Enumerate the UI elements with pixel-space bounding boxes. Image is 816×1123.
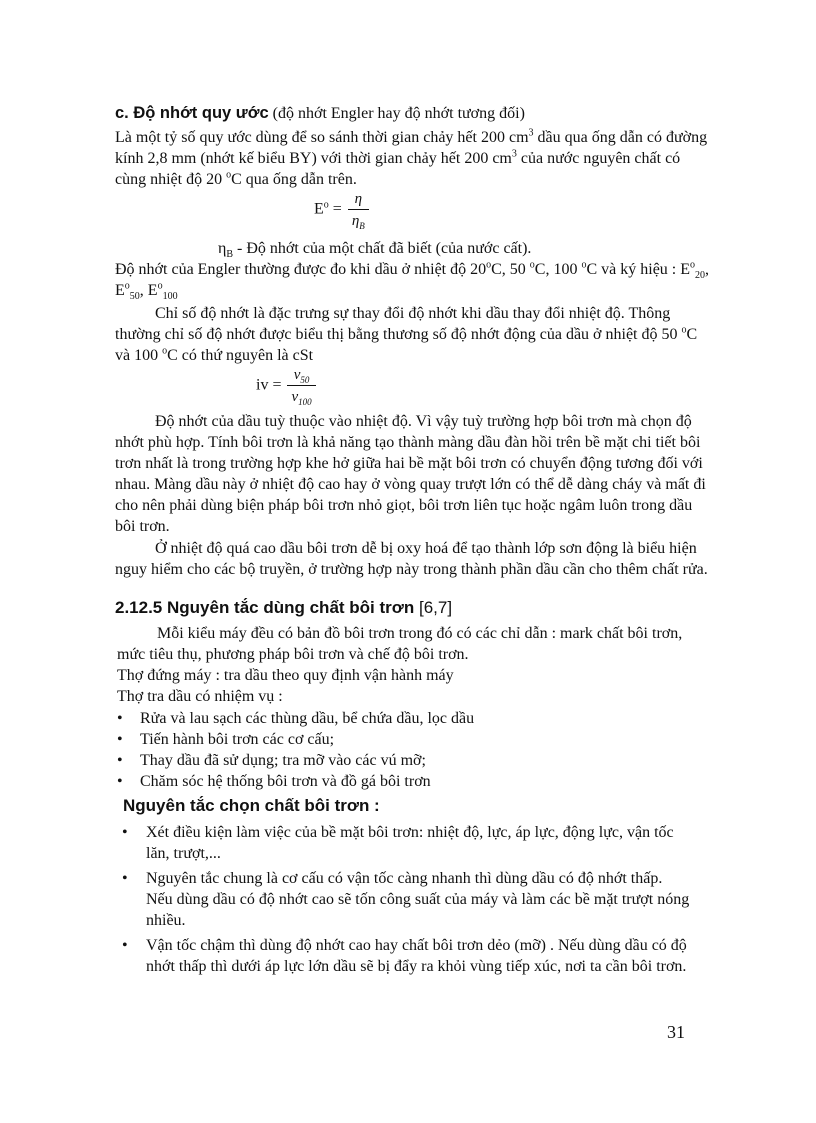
eta-b-symbol: η [218, 240, 227, 257]
section-2125-heading [115, 598, 452, 618]
viscosity-index-paragraph [115, 303, 715, 366]
engler-numerator: η [348, 190, 369, 210]
intro-text-2: dầu qua ống dẫn có đường kính 2,8 mm (nhớt kế biểu BY) với thời gian chảy hết 200 cm [115, 129, 708, 167]
iv-num-sub: 50 [300, 375, 310, 385]
intro-degree: o [226, 169, 232, 181]
list-item: • Chăm sóc hệ thống bôi trơn và đồ gá bôi trơn [112, 771, 692, 792]
iv-denominator [287, 386, 315, 406]
em-s5: o [124, 280, 130, 292]
em-t3: C, 100 [534, 261, 582, 278]
em-t4: C và ký hiệu : E [586, 261, 691, 278]
section-2125-ref: [6,7] [414, 598, 453, 617]
iv-numerator [287, 366, 315, 386]
em-s6: o [157, 280, 163, 292]
em-t2: C, 50 [491, 261, 530, 278]
section-c-heading [115, 104, 715, 123]
intro-text-3: của nước nguyên chất có cùng nhiệt độ 20 [115, 150, 681, 188]
iv-num-symbol: ν [293, 367, 301, 383]
list-item: • Rửa và lau sạch các thùng dầu, bể chứa dầu, lọc dầu [112, 708, 692, 729]
list-item: • Xét điều kiện làm việc của bề mặt bôi trơn: nhiệt độ, lực, áp lực, động lực, vận tốc lăn, trượt,... [112, 822, 692, 864]
eta-b-text: - Độ nhớt của một chất đã biết (của nước cất). [233, 240, 532, 257]
section-c-paren: (độ nhớt Engler hay độ nhớt tương đối) [268, 105, 525, 122]
section-c-intro [115, 127, 715, 190]
list-item: • Nguyên tắc chung là cơ cấu có vận tốc càng nhanh thì dùng dầu có độ nhớt thấp. Nếu dùng dầu có độ nhớt cao sẽ tốn công suất của máy và làm các bề mặt trượt nóng nhiều. [112, 868, 692, 931]
engler-formula [314, 190, 369, 230]
engler-eq: = [328, 200, 346, 218]
engler-den-symbol: η [351, 213, 360, 229]
list-item: • Vận tốc chậm thì dùng độ nhớt cao hay chất bôi trơn dẻo (mỡ) . Nếu dùng dầu có độ nhớt thấp thì dưới áp lực lớn dầu sẽ bị đẩy ra khỏi vùng tiếp xúc, nơi ta cần bôi trơn. [112, 935, 692, 977]
em-s2: o [529, 259, 535, 271]
eta-b-sub: B [226, 249, 234, 261]
vi-s2: o [162, 345, 168, 357]
section-2125-number: 2.12.5 [115, 598, 163, 617]
iv-den-symbol: ν [291, 389, 299, 405]
engler-lhs: E [314, 200, 324, 218]
engler-measurement [115, 259, 715, 301]
engler-denominator [348, 210, 369, 230]
em-b5: 50 [129, 291, 140, 303]
em-s3: o [581, 259, 587, 271]
vi-t3: C có thứ nguyên là cSt [167, 347, 314, 364]
principles-list [112, 822, 692, 981]
list-item: • Tiến hành bôi trơn các cơ cấu; [112, 729, 692, 750]
engler-fraction [348, 190, 369, 230]
em-s4: o [690, 259, 696, 271]
vi-t1: Chỉ số độ nhớt là đặc trưng sự thay đổi độ nhớt khi dầu thay đổi nhiệt độ. Thông thường chỉ số độ nhớt được biểu thị bằng thương số độ nhớt động của dầu ở nhiệt độ 50 [115, 305, 682, 343]
vi-s1: o [681, 324, 687, 336]
vi-t2: C và 100 [115, 326, 698, 364]
intro-text-4: C qua ống dẫn trên. [231, 171, 357, 188]
oiler-duties-list [112, 708, 692, 792]
eta-b-definition [218, 238, 798, 259]
engler-lhs-sup: o [323, 199, 329, 211]
oxidation-paragraph: Ở nhiệt độ quá cao dầu bôi trơn dễ bị oxy hoá để tạo thành lớp sơn động là biểu hiện nguy hiểm cho các bộ truyền, ở trường hợp này trong thành phần dầu cần cho thêm chất rửa. [115, 540, 708, 578]
section-c-label: c. Độ nhớt quy ước [115, 104, 269, 122]
em-b6: 100 [162, 291, 178, 303]
intro-sup-2: 3 [511, 148, 517, 160]
principles-heading: Nguyên tắc chọn chất bôi trơn : [123, 796, 380, 815]
iv-den-sub: 100 [298, 397, 312, 407]
oiler-line: Thợ tra dầu có nhiệm vụ : [117, 688, 283, 705]
section-2125-title: Nguyên tắc dùng chất bôi trơn [162, 598, 415, 617]
em-s1: o [486, 259, 492, 271]
iv-fraction [287, 366, 315, 406]
list-item: • Thay dầu đã sử dụng; tra mỡ vào các vú mỡ; [112, 750, 692, 771]
operator-line: Thợ đứng máy : tra dầu theo quy định vận hành máy [117, 667, 454, 684]
engler-den-sub: B [359, 221, 365, 231]
lubrication-map-paragraph: Mỗi kiểu máy đều có bản đồ bôi trơn trong đó có các chỉ dẫn : mark chất bôi trơn, mức tiêu thụ, phương pháp bôi trơn và chế độ bôi trơn. [117, 625, 683, 663]
page-number: 31 [667, 1022, 685, 1042]
intro-text-1: Là một tỷ số quy ước dùng để so sánh thời gian chảy hết 200 cm [115, 129, 529, 146]
em-t6: , E [139, 282, 158, 299]
em-t1: Độ nhớt của Engler thường được đo khi dầu ở nhiệt độ 20 [115, 261, 487, 278]
em-b4: 20 [695, 270, 706, 282]
iv-formula [256, 366, 316, 406]
lubrication-paragraph: Độ nhớt của dầu tuỳ thuộc vào nhiệt độ. Vì vậy tuỳ trường hợp bôi trơn mà chọn độ nhớt phù hợp. Tính bôi trơn là khả năng tạo thành màng dầu đàn hồi trên bề mặt chi tiết bôi trơn nhất là trong trường hợp khe hở giữa hai bề mặt bôi trơn có chuyển động tương đối với nhau. Màng dầu này ở nhiệt độ cao hay ở vòng quay trượt lớn có thể dễ dàng cháy và mất đi cho nên phải dùng biện pháp bôi trơn nhỏ giọt, bôi trơn liên tục hoặc ngâm luôn trong dầu bôi trơn. [115, 413, 706, 535]
em-t5: , E [115, 261, 710, 299]
iv-lhs: iv = [256, 376, 286, 394]
intro-sup-1: 3 [528, 127, 534, 139]
